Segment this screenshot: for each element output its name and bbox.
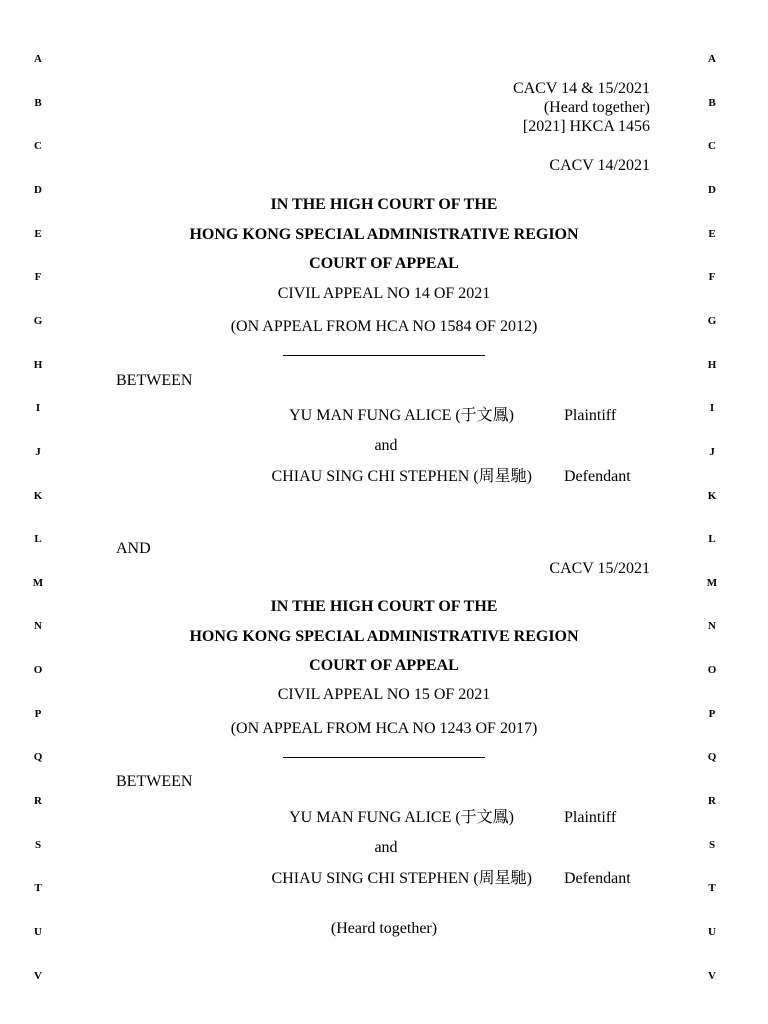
left-margin-letter: G: [33, 315, 43, 327]
case2-number: CACV 15/2021: [549, 560, 650, 577]
right-margin-letter: S: [708, 839, 716, 851]
right-margin-letter: H: [707, 359, 717, 371]
right-margin-letter: K: [707, 490, 717, 502]
case1-between: BETWEEN: [116, 372, 193, 389]
right-margin-letter: N: [708, 620, 716, 632]
case1-court-line3: COURT OF APPEAL: [309, 255, 459, 272]
case2-and: and: [374, 839, 398, 856]
header-citation: [2021] HKCA 1456: [522, 118, 650, 135]
case1-defendant-role: Defendant: [564, 468, 631, 485]
right-margin-letter: R: [708, 795, 716, 807]
case2-appeal-from: (ON APPEAL FROM HCA NO 1243 OF 2017): [230, 720, 538, 737]
right-margin-letter: M: [706, 577, 718, 589]
right-margin-letter: T: [708, 882, 716, 894]
left-margin-letter: B: [34, 97, 42, 109]
left-margin-letter: N: [34, 620, 42, 632]
left-margin-letter: L: [34, 533, 42, 545]
case2-appeal-no: CIVIL APPEAL NO 15 OF 2021: [277, 686, 491, 703]
case1-and: and: [374, 437, 398, 454]
left-margin-letter: H: [33, 359, 43, 371]
left-margin-letter: U: [34, 926, 42, 938]
and-label: AND: [116, 540, 151, 557]
case1-divider: [283, 355, 485, 356]
right-margin-letter: J: [709, 446, 715, 458]
left-margin-letter: I: [35, 402, 41, 414]
left-margin-letter: M: [32, 577, 44, 589]
left-margin-letter: F: [34, 271, 42, 283]
case2-defendant-role: Defendant: [564, 870, 631, 887]
left-margin-letter: A: [34, 53, 42, 65]
right-margin-letter: C: [708, 140, 716, 152]
right-margin-letter: D: [708, 184, 716, 196]
right-margin-letter: E: [708, 228, 716, 240]
case1-plaintiff-role: Plaintiff: [564, 407, 617, 424]
right-margin-letter: P: [708, 708, 716, 720]
case1-appeal-no: CIVIL APPEAL NO 14 OF 2021: [277, 285, 491, 302]
case2-plaintiff-role: Plaintiff: [564, 809, 617, 826]
case1-appeal-from: (ON APPEAL FROM HCA NO 1584 OF 2012): [230, 318, 538, 335]
case1-court-line1: IN THE HIGH COURT OF THE: [270, 196, 498, 213]
case2-plaintiff-name: YU MAN FUNG ALICE (于文鳳): [289, 809, 514, 826]
right-margin-letter: U: [708, 926, 716, 938]
case2-court-line2: HONG KONG SPECIAL ADMINISTRATIVE REGION: [189, 628, 579, 645]
case2-court-line1: IN THE HIGH COURT OF THE: [270, 598, 498, 615]
case1-number: CACV 14/2021: [549, 157, 650, 174]
left-margin-letter: J: [35, 446, 41, 458]
case2-court-line3: COURT OF APPEAL: [309, 657, 459, 674]
left-margin-letter: V: [34, 970, 42, 982]
left-margin-letter: E: [34, 228, 42, 240]
footer-heard-together: (Heard together): [330, 920, 438, 937]
right-margin-letter: A: [708, 53, 716, 65]
case2-between: BETWEEN: [116, 773, 193, 790]
right-margin-letter: F: [708, 271, 716, 283]
case1-court-line2: HONG KONG SPECIAL ADMINISTRATIVE REGION: [189, 226, 579, 243]
case1-defendant-name: CHIAU SING CHI STEPHEN (周星馳): [271, 468, 532, 485]
left-margin-letter: P: [34, 708, 42, 720]
right-margin-letter: Q: [707, 751, 717, 763]
case2-divider: [283, 757, 485, 758]
left-margin-letter: R: [34, 795, 42, 807]
right-margin-letter: L: [708, 533, 716, 545]
left-margin-letter: S: [34, 839, 42, 851]
right-margin-letter: O: [707, 664, 717, 676]
case1-plaintiff-name: YU MAN FUNG ALICE (于文鳳): [289, 407, 514, 424]
left-margin-letter: Q: [33, 751, 43, 763]
left-margin-letter: T: [34, 882, 42, 894]
right-margin-letter: G: [707, 315, 717, 327]
header-heard-together: (Heard together): [543, 99, 650, 116]
right-margin-letter: B: [708, 97, 716, 109]
left-margin-letter: D: [34, 184, 42, 196]
right-margin-letter: V: [708, 970, 716, 982]
left-margin-letter: K: [33, 490, 43, 502]
left-margin-letter: O: [33, 664, 43, 676]
left-margin-letter: C: [34, 140, 42, 152]
header-case-numbers: CACV 14 & 15/2021: [512, 80, 650, 97]
case2-defendant-name: CHIAU SING CHI STEPHEN (周星馳): [271, 870, 532, 887]
right-margin-letter: I: [709, 402, 715, 414]
